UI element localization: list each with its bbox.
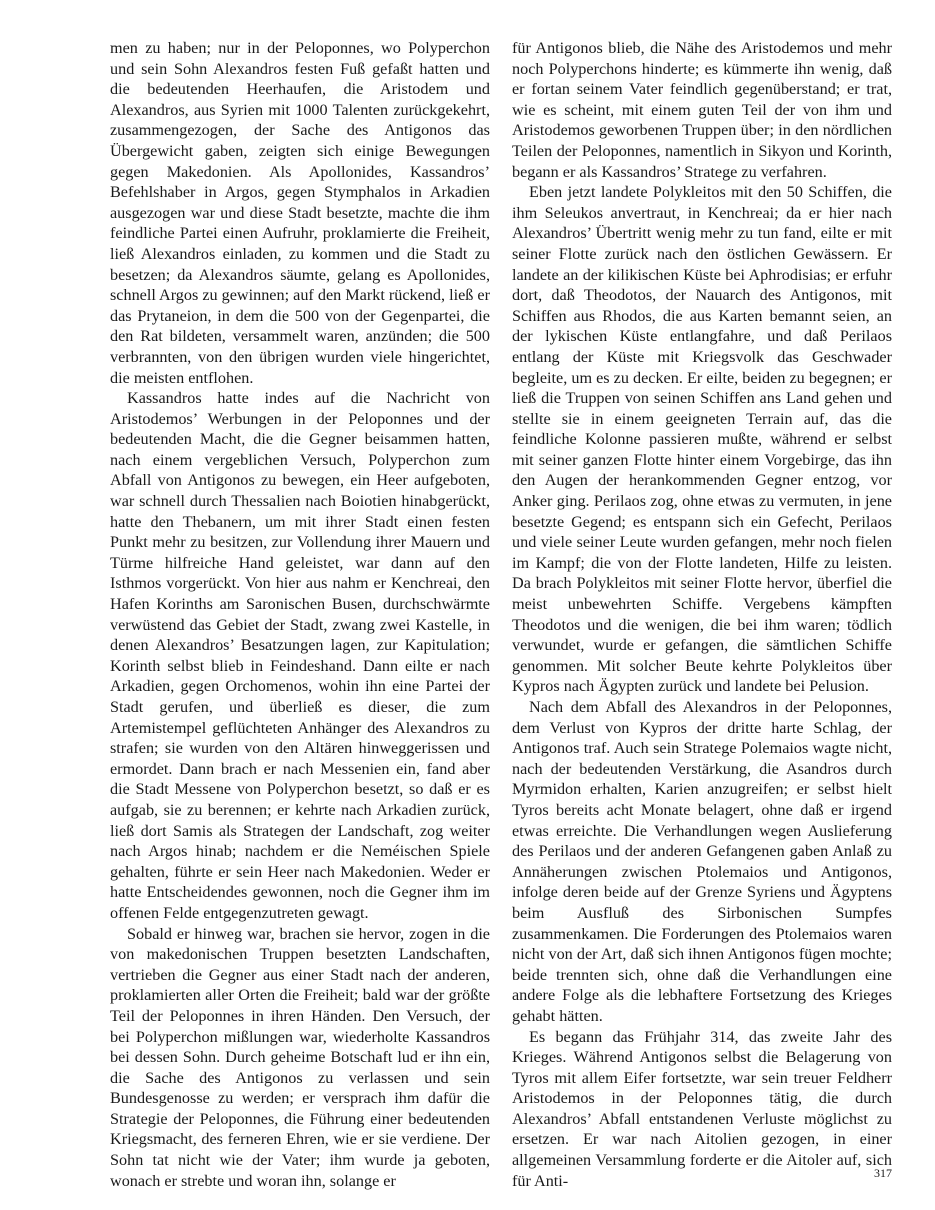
paragraph: Sobald er hinweg war, brachen sie hervor, zogen in die von makedonischen Truppen besetzten Landschaften, vertrieben die Gegner aus einer Stadt nach der anderen, proklamierten aller Orten die Freiheit; bald war der größte Teil der Peloponnes in ihren Händen. Den Versuch, der bei Polyperchon mißlungen war, wiederholte Kassandros bei dessen Sohn. Durch geheime Botschaft lud er ihn ein, die Sache des Antigonos zu verlassen und sein Bundesgenosse zu werden; er versprach ihm dafür die Strategie der Peloponnes, die Führung einer bedeutenden Kriegsmacht, des ferneren Ehren, wie er sie verdiene. Der Sohn tat nicht wie der Vater; ihm wurde ja geboten, wonach er strebte und woran ihn, solange er (110, 924, 490, 1190)
paragraph: men zu haben; nur in der Peloponnes, wo Polyperchon und sein Sohn Alexandros festen Fuß gefaßt hatten und die bedeutenden Heerhaufen, die Aristodem und Alexandros, aus Syrien mit 1000 Talenten zurückgekehrt, zusammengezogen, der Sache des Antigonos das Übergewicht gaben, zeigten sich einige Bewegungen gegen Makedonien. Als Apollonides, Kassandros’ Befehlshaber in Argos, gegen Stymphalos in Arkadien ausgezogen war und diese Stadt besetzte, machte die ihm feindliche Partei einen Aufruhr, proklamierte die Freiheit, ließ Alexandros einladen, zu kommen und die Stadt zu besetzen; da Alexandros säumte, gelang es Apollonides, schnell Argos zu gewinnen; auf den Markt rückend, ließ er das Prytaneion, in dem die 500 von der Gegenpartei, die den Rat bildeten, versammelt waren, anzünden; die 500 verbrannten, von den übrigen wurden viele hingerichtet, die meisten entflohen. (110, 39, 490, 387)
paragraph: Eben jetzt landete Polykleitos mit den 50 Schiffen, die ihm Seleukos anvertraut, in Kenchreai; da er hier nach Alexandros’ Übertritt wenig mehr zu tun fand, eilte er mit seiner Flotte zurück nach den östlichen Gewässern. Er landete an der kilikischen Küste bei Aphrodisias; er erfuhr dort, daß Theodotos, der Nauarch des Antigonos, mit Schiffen aus Rhodos, die aus Karten bemannt seien, an der lykischen Küste entlangfahre, und daß Perilaos entlang der Küste mit Kriegsvolk das Geschwader begleite, um es zu decken. Er eilte, beiden zu begegnen; er ließ die Truppen von seinen Schiffen ans Land gehen und stellte sie in einem geeigneten Terrain auf, das die feindliche Kolonne passieren mußte, während er selbst mit seiner ganzen Flotte hinter einem Vorgebirge, das ihn den Augen der herankommenden Gegner entzog, vor Anker ging. Perilaos zog, ohne etwas zu vermuten, in jene besetzte Gegend; es entspann sich ein Gefecht, Perilaos und viele seiner Leute wurden gefangen, mehr noch fielen im Kampf; die von der Flotte landeten, Hilfe zu leisten. Da brach Polykleitos mit seiner Flotte hervor, überfiel die meist unbewehrten Schiffe. Vergebens kämpften Theodotos und die wenigen, die bei ihm waren; tödlich verwundet, wurde er gefangen, die sämtlichen Schiffe genommen. Mit solcher Beute kehrte Polykleitos über Kypros nach Ägypten zurück und landete bei Pelusion. (512, 183, 892, 696)
paragraph: Es begann das Frühjahr 314, das zweite Jahr des Krieges. Während Antigonos selbst die Belagerung von Tyros mit allem Eifer fortsetzte, war sein treuer Feldherr Aristodemos in der Peloponnes tätig, die durch Alexandros’ Abfall entstandenen Verluste möglichst zu ersetzen. Er war nach Aitolien gezogen, in einer allgemeinen Versammlung forderte er die Aitoler auf, sich für Anti- (512, 1027, 892, 1190)
text-column-right (512, 38, 892, 1191)
paragraph: für Antigonos blieb, die Nähe des Aristodemos und mehr noch Polyperchons hinderte; es kümmerte ihn wenig, daß er fortan seinem Vater feindlich gegenüberstand; er trat, wie es scheint, mit einem guten Teil der von ihm und Aristodemos geworbenen Truppen über; in den nördlichen Teilen der Peloponnes, namentlich in Sikyon und Korinth, begann er als Kassandros’ Stratege zu verfahren. (512, 39, 892, 181)
paragraph: Kassandros hatte indes auf die Nachricht von Aristodemos’ Werbungen in der Peloponnes und der bedeutenden Macht, die die Gegner beisammen hatten, nach einem vergeblichen Versuch, Polyperchon zum Abfall von Antigonos zu bewegen, ein Heer aufgeboten, war schnell durch Thessalien nach Boiotien hinabgerückt, hatte den Thebanern, um mit ihrer Stadt einen festen Punkt mehr zu besitzen, zur Vollendung ihrer Mauern und Türme hilfreiche Hand geleistet, war dann auf den Isthmos vorgerückt. Von hier aus nahm er Kenchreai, den Hafen Korinths am Saronischen Busen, durchschwärmte verwüstend das Gebiet der Stadt, zwang zwei Kastelle, in denen Alexandros’ Besatzungen lagen, zur Kapitulation; Korinth selbst blieb in Feindeshand. Dann eilte er nach Arkadien, gegen Orchomenos, wohin ihn eine Partei der Stadt gerufen, und überließ es dieser, die zum Artemistempel geflüchteten Anhänger des Alexandros zu strafen; sie wurden von den Altären hinweggerissen und ermordet. Dann brach er nach Messenien ein, fand aber die Stadt Messene von Polyperchon besetzt, so daß er es aufgab, sie zu berennen; er kehrte nach Arkadien zurück, ließ dort Samis als Strategen der Landschaft, zog weiter nach Argos hinab; nachdem er die Neméischen Spiele gehalten, führte er sein Heer nach Makedonien. Weder er hatte Entscheidendes gewonnen, noch die Gegner ihm im offenen Felde entgegenzutreten gewagt. (110, 389, 490, 922)
page-number: 317 (874, 1166, 892, 1180)
text-column-left (110, 38, 490, 1191)
paragraph: Nach dem Abfall des Alexandros in der Peloponnes, dem Verlust von Kypros der dritte harte Schlag, der Antigonos traf. Auch sein Stratege Polemaios wagte nicht, nach der bedeutenden Verstärkung, die Asandros durch Myrmidon erhalten, Karien anzugreifen; er selbst hielt Tyros bereits acht Monate belagert, ohne daß er irgend etwas erreichte. Die Verhandlungen wegen Auslieferung des Perilaos und der anderen Gefangenen gaben Anlaß zu Annäherungen zwischen Ptolemaios und Antigonos, infolge deren beide auf der Grenze Syriens und Ägyptens beim Ausfluß des Sirbonischen Sumpfes zusammenkamen. Die Forderungen des Ptolemaios waren nicht von der Art, daß sich ihnen Antigonos fügen mochte; beide trennten sich, ohne daß die Verhandlungen eine andere Folge als die lebhaftere Fortsetzung des Krieges gehabt hätten. (512, 698, 892, 1025)
